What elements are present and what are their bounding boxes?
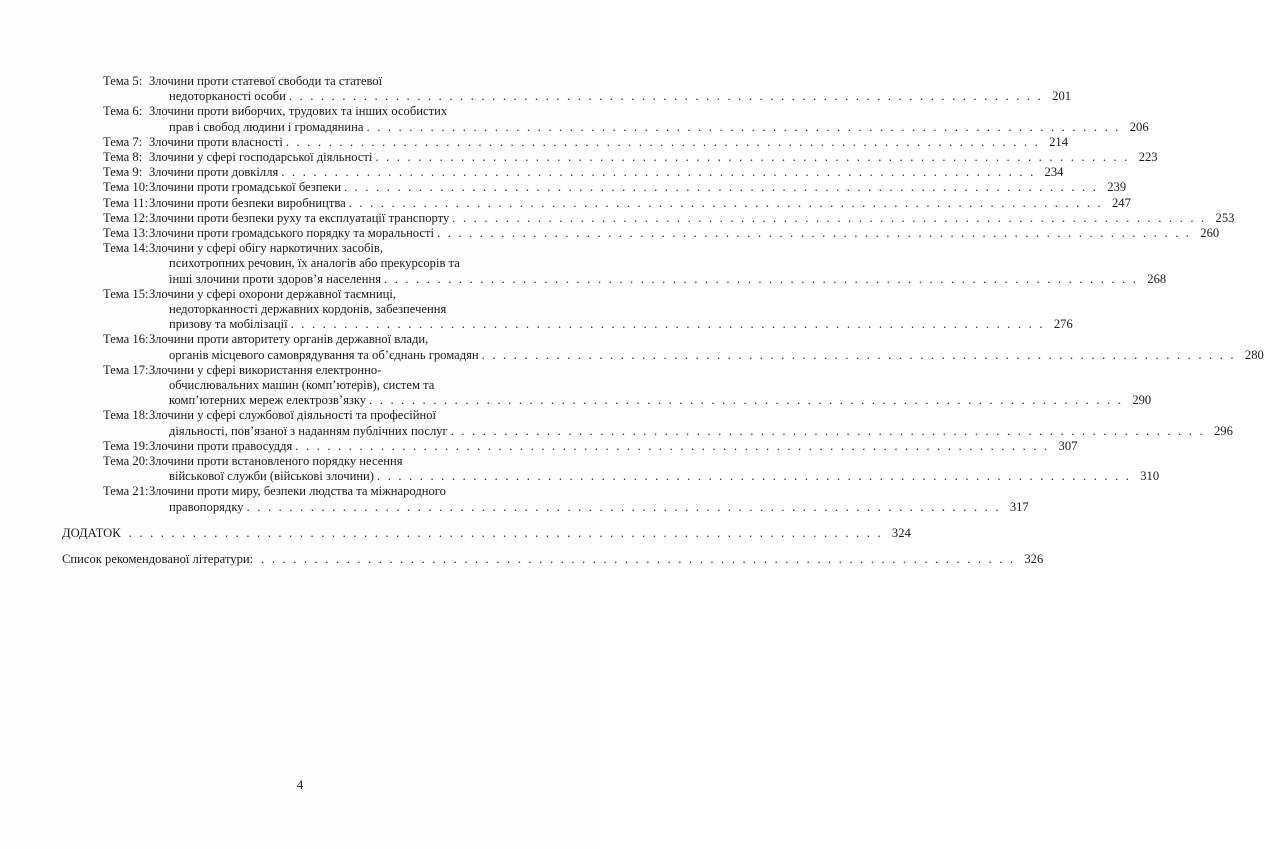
toc-entry-title: інші злочини проти здоров’я населення — [169, 271, 382, 286]
toc-entry-page: 317 — [1009, 499, 1029, 514]
toc-entry-page: 239 — [1107, 180, 1127, 195]
dot-leader: . . . . . . . . . . . . . . . . . . . . . . . . . . . . . . . . . . . . . . . . . . . . . . . . . . . . . . . . . . . . . . . . . . . . . . . — [452, 210, 1207, 225]
toc-literature[interactable] — [62, 552, 1044, 567]
toc-entry[interactable] — [62, 180, 1127, 195]
toc-entry-title-line — [149, 317, 1073, 332]
toc-entry-title-line: Злочини проти статевої свободи та статевої — [149, 74, 383, 88]
toc-entry[interactable] — [62, 134, 1068, 150]
dot-leader: . . . . . . . . . . . . . . . . . . . . . . . . . . . . . . . . . . . . . . . . . . . . . . . . . . . . . . . . . . . . . . . . . . . . . . . — [288, 89, 1044, 104]
toc-entry-title: правопорядку — [169, 499, 244, 514]
toc-entry-title: комп’ютерних мереж електрозв’язку — [169, 393, 367, 408]
dot-leader: . . . . . . . . . . . . . . . . . . . . . . . . . . . . . . . . . . . . . . . . . . . . . . . . . . . . . . . . . . . . . . . . . . . . . . . — [290, 317, 1045, 332]
toc-appendix-label: ДОДАТОК — [62, 525, 121, 540]
toc-entry-title-line — [149, 226, 1220, 241]
toc-entry-title-line — [149, 438, 1078, 454]
toc-literature-label: Список рекомендованої літератури: — [62, 552, 254, 567]
toc-entry-page: 290 — [1132, 393, 1152, 408]
dot-leader: . . . . . . . . . . . . . . . . . . . . . . . . . . . . . . . . . . . . . . . . . . . . . . . . . . . . . . . . . . . . . . . . . . . . . . . — [295, 438, 1050, 453]
toc-entry-number: Тема 17: — [103, 362, 149, 377]
toc-entry-page: 260 — [1200, 226, 1220, 241]
dot-leader: . . . . . . . . . . . . . . . . . . . . . . . . . . . . . . . . . . . . . . . . . . . . . . . . . . . . . . . . . . . . . . . . . . . . . . . — [384, 271, 1139, 286]
toc-entry-title: Злочини у сфері господарської діяльності — [149, 150, 373, 165]
toc-entry-page: 214 — [1049, 134, 1068, 149]
toc-entry-number: Тема 5: — [103, 74, 143, 88]
dot-leader: . . . . . . . . . . . . . . . . . . . . . . . . . . . . . . . . . . . . . . . . . . . . . . . . . . . . . . . . . . . . . . . . . . . . . . . — [261, 552, 1016, 567]
dot-leader: . . . . . . . . . . . . . . . . . . . . . . . . . . . . . . . . . . . . . . . . . . . . . . . . . . . . . . . . . . . . . . . . . . . . . . . — [369, 393, 1124, 408]
toc-entry-title: Злочини проти безпеки виробництва — [149, 195, 346, 210]
toc-entry[interactable] — [62, 408, 1233, 438]
toc-entry-number: Тема 21: — [103, 484, 149, 499]
toc-entry[interactable] — [62, 195, 1131, 211]
toc-entry-page: 268 — [1147, 271, 1167, 286]
toc-entry[interactable] — [62, 150, 1158, 165]
toc-entry[interactable] — [62, 104, 1149, 134]
toc-entry-title-line — [149, 347, 1264, 363]
toc-entry-title: прав і свобод людини і громадянина — [169, 119, 364, 134]
toc-entry-page: 310 — [1140, 469, 1160, 484]
dot-leader: . . . . . . . . . . . . . . . . . . . . . . . . . . . . . . . . . . . . . . . . . . . . . . . . . . . . . . . . . . . . . . . . . . . . . . . — [366, 119, 1121, 134]
toc-entry-title: Злочини проти громадської безпеки — [149, 180, 341, 195]
toc-entry-title-line: Злочини проти авторитету органів державної влади, — [149, 332, 429, 347]
toc-entry-number: Тема 20: — [103, 454, 149, 469]
toc-entry-title: органів місцевого самоврядування та об’єднань громадян — [169, 347, 479, 362]
toc-entry-number: Тема 9: — [103, 165, 143, 180]
toc-entry-number: Тема 19: — [103, 438, 149, 453]
toc-entry-title-line — [149, 89, 1072, 104]
toc-entry-page: 247 — [1111, 195, 1131, 210]
dot-leader: . . . . . . . . . . . . . . . . . . . . . . . . . . . . . . . . . . . . . . . . . . . . . . . . . . . . . . . . . . . . . . . . . . . . . . . — [437, 226, 1192, 241]
toc-entry-title-line — [149, 150, 1158, 165]
toc-entry-number: Тема 8: — [103, 150, 143, 165]
dot-leader: . . . . . . . . . . . . . . . . . . . . . . . . . . . . . . . . . . . . . . . . . . . . . . . . . . . . . . . . . . . . . . . . . . . . . . . — [450, 423, 1205, 438]
toc-entry-number: Тема 18: — [103, 408, 149, 423]
toc-entry-number: Тема 7: — [103, 134, 143, 149]
toc-entry-title-line — [149, 469, 1160, 484]
toc-entry-page: 206 — [1129, 119, 1149, 134]
toc-entry-title-line: психотропних речовин, їх аналогів або прекурсорів та — [169, 256, 460, 271]
toc-entry-page: 280 — [1244, 347, 1264, 362]
toc-entry-title: Злочини проти безпеки руху та експлуатації транспорту — [149, 210, 450, 225]
toc-entry-title-line: Злочини у сфері обігу наркотичних засобів, — [149, 241, 383, 256]
dot-leader: . . . . . . . . . . . . . . . . . . . . . . . . . . . . . . . . . . . . . . . . . . . . . . . . . . . . . . . . . . . . . . . . . . . . . . . — [348, 195, 1103, 210]
toc-entry-title-line — [149, 393, 1152, 408]
dot-leader: . . . . . . . . . . . . . . . . . . . . . . . . . . . . . . . . . . . . . . . . . . . . . . . . . . . . . . . . . . . . . . . . . . . . . . . — [281, 165, 1036, 180]
toc-entry-title-line: Злочини у сфері службової діяльності та професійної — [149, 408, 437, 423]
toc-entry-number: Тема 16: — [103, 332, 149, 347]
toc-entry-number: Тема 15: — [103, 286, 149, 301]
toc-entry-number: Тема 6: — [103, 104, 143, 119]
toc-entry-title-line: Злочини у сфері охорони державної таємниці, — [149, 286, 397, 301]
toc-entry-title-line: Злочини проти миру, безпеки людства та міжнародного — [149, 484, 446, 499]
toc-entry-page: 253 — [1215, 210, 1235, 225]
dot-leader: . . . . . . . . . . . . . . . . . . . . . . . . . . . . . . . . . . . . . . . . . . . . . . . . . . . . . . . . . . . . . . . . . . . . . . . — [343, 180, 1099, 195]
toc-entry[interactable] — [62, 165, 1064, 180]
toc-entry-title: призову та мобілізації — [169, 317, 288, 332]
toc-literature-page: 326 — [1024, 552, 1044, 567]
toc-entry-page: 307 — [1058, 438, 1078, 453]
toc-entry-title-line — [149, 134, 1068, 150]
toc-entry-page: 296 — [1213, 423, 1233, 438]
toc-appendix-page: 324 — [891, 525, 911, 540]
dot-leader: . . . . . . . . . . . . . . . . . . . . . . . . . . . . . . . . . . . . . . . . . . . . . . . . . . . . . . . . . . . . . . . . . . . . . . . — [285, 134, 1040, 149]
toc-entry-title: Злочини проти довкілля — [149, 165, 279, 180]
dot-leader: . . . . . . . . . . . . . . . . . . . . . . . . . . . . . . . . . . . . . . . . . . . . . . . . . . . . . . . . . . . . . . . . . . . . . . . — [375, 150, 1130, 165]
page-number: 4 — [296, 777, 304, 792]
toc-entry-title-line — [149, 165, 1064, 180]
toc-entry-title-line — [149, 271, 1167, 287]
toc-entry-title-line — [149, 180, 1127, 195]
toc-entry[interactable] — [62, 241, 1167, 287]
toc-entry-page: 201 — [1052, 89, 1072, 104]
spacer — [62, 515, 537, 526]
toc-entry[interactable] — [62, 74, 1072, 104]
table-of-contents — [62, 74, 1264, 567]
toc-entry-title-line — [149, 195, 1131, 211]
toc-entry-title: Злочини проти правосуддя — [149, 438, 293, 453]
toc-entry-title-line — [149, 210, 1235, 226]
dot-leader: . . . . . . . . . . . . . . . . . . . . . . . . . . . . . . . . . . . . . . . . . . . . . . . . . . . . . . . . . . . . . . . . . . . . . . . — [377, 469, 1132, 484]
toc-entry-page: 223 — [1138, 150, 1158, 165]
toc-entry-title-line: Злочини проти виборчих, трудових та інших особистих — [149, 104, 448, 119]
dot-leader: . . . . . . . . . . . . . . . . . . . . . . . . . . . . . . . . . . . . . . . . . . . . . . . . . . . . . . . . . . . . . . . . . . . . . . . — [128, 525, 883, 540]
toc-entry[interactable] — [62, 226, 1220, 241]
dot-leader: . . . . . . . . . . . . . . . . . . . . . . . . . . . . . . . . . . . . . . . . . . . . . . . . . . . . . . . . . . . . . . . . . . . . . . . — [481, 347, 1236, 362]
toc-entry-title: військової служби (військові злочини) — [169, 469, 374, 484]
toc-entry-title-line: недоторканності державних кордонів, забезпечення — [169, 302, 447, 317]
toc-entry-number: Тема 11: — [103, 195, 149, 210]
toc-entry-title-line: Злочини проти встановленого порядку несення — [149, 454, 403, 469]
toc-entry-title: недоторканості особи — [169, 89, 286, 104]
toc-entry-title-line: обчислювальних машин (комп’ютерів), систем та — [169, 378, 435, 393]
toc-entry-title-line — [149, 423, 1233, 439]
toc-entry[interactable] — [62, 286, 1073, 333]
toc-entry-number: Тема 14: — [103, 241, 149, 256]
toc-entry[interactable] — [62, 454, 1160, 484]
toc-entry-number: Тема 13: — [103, 226, 149, 241]
toc-entry[interactable] — [62, 332, 1264, 362]
toc-entry-page: 276 — [1053, 317, 1073, 332]
toc-entry[interactable] — [62, 438, 1078, 454]
toc-entry-number: Тема 10: — [103, 180, 149, 195]
toc-entry-title-line: Злочини у сфері використання електронно- — [149, 362, 382, 377]
toc-entry-title: Злочини проти власності — [149, 134, 283, 149]
toc-entry-title: Злочини проти громадського порядку та моральності — [149, 226, 435, 241]
toc-entry[interactable] — [62, 484, 1029, 514]
toc-entry-page: 234 — [1044, 165, 1064, 180]
toc-entry[interactable] — [62, 362, 1152, 409]
toc-entry-title-line — [149, 499, 1029, 515]
toc-entry-number: Тема 12: — [103, 210, 149, 225]
dot-leader: . . . . . . . . . . . . . . . . . . . . . . . . . . . . . . . . . . . . . . . . . . . . . . . . . . . . . . . . . . . . . . . . . . . . . . . — [246, 499, 1001, 514]
toc-entry[interactable] — [62, 210, 1235, 226]
toc-entry-title-line — [149, 119, 1149, 135]
spacer — [62, 541, 537, 552]
toc-entry-title: діяльності, пов’язаної з наданням публічних послуг — [169, 423, 448, 438]
toc-appendix[interactable] — [62, 525, 911, 541]
